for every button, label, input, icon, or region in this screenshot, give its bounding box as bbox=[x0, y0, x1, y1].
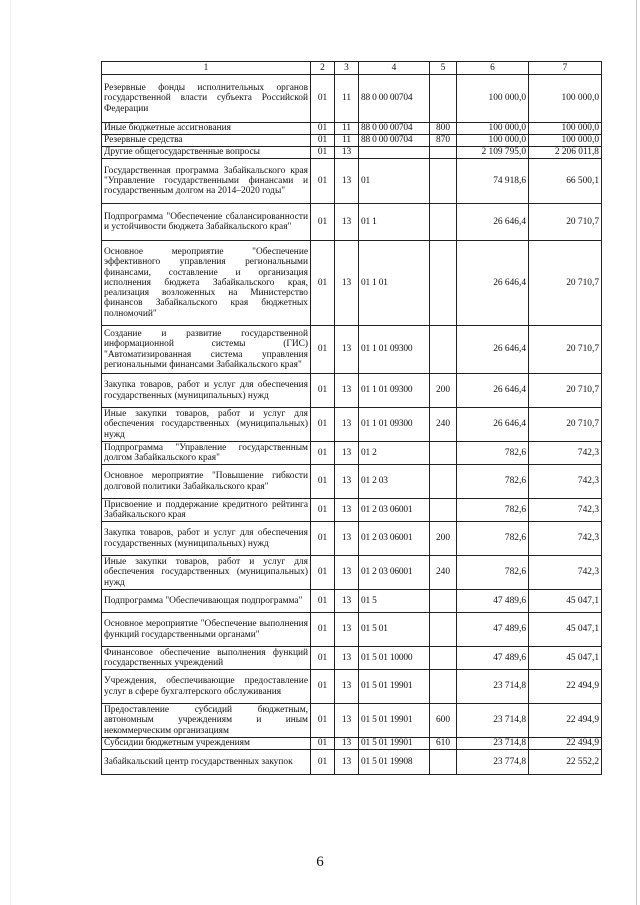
expense-type-cell: 240 bbox=[430, 408, 457, 442]
table-row bbox=[102, 647, 602, 670]
amount-year1-cell: 47 489,6 bbox=[457, 590, 529, 613]
row-name-cell: Другие общегосударственные вопросы bbox=[102, 147, 311, 159]
target-article-cell: 01 1 01 bbox=[359, 241, 430, 326]
row-name-cell: Субсидии бюджетным учреждениям bbox=[102, 738, 311, 750]
table-row bbox=[102, 522, 602, 556]
amount-year1-cell: 47 489,6 bbox=[457, 613, 529, 647]
subsection-code-cell: 13 bbox=[335, 204, 359, 241]
section-code-cell: 01 bbox=[311, 159, 335, 204]
row-name-cell: Резервные средства bbox=[102, 135, 311, 147]
target-article-cell: 01 2 03 06001 bbox=[359, 499, 430, 522]
section-code-cell: 01 bbox=[311, 499, 335, 522]
amount-year1-cell: 23 714,8 bbox=[457, 704, 529, 738]
expense-type-cell bbox=[430, 499, 457, 522]
amount-year1-cell: 26 646,4 bbox=[457, 204, 529, 241]
amount-year2-cell: 742,3 bbox=[529, 499, 602, 522]
row-name-cell: Подпрограмма "Обеспечивающая подпрограмма" bbox=[102, 590, 311, 613]
table-row bbox=[102, 123, 602, 135]
amount-year2-cell: 22 494,9 bbox=[529, 670, 602, 704]
amount-year2-cell: 20 710,7 bbox=[529, 408, 602, 442]
subsection-code-cell: 13 bbox=[335, 465, 359, 499]
table-row bbox=[102, 590, 602, 613]
amount-year2-cell: 742,3 bbox=[529, 442, 602, 465]
target-article-cell: 01 1 01 09300 bbox=[359, 374, 430, 408]
table-row bbox=[102, 499, 602, 522]
amount-year1-cell: 23 774,8 bbox=[457, 750, 529, 775]
section-code-cell: 01 bbox=[311, 590, 335, 613]
row-name-cell: Резервные фонды исполнительных органов государственной власти субъекта Российской Федерации bbox=[102, 75, 311, 123]
subsection-code-cell: 13 bbox=[335, 670, 359, 704]
row-name-cell: Подпрограмма "Управление государственным долгом Забайкальского края" bbox=[102, 442, 311, 465]
section-code-cell: 01 bbox=[311, 135, 335, 147]
subsection-code-cell: 13 bbox=[335, 613, 359, 647]
table-row bbox=[102, 613, 602, 647]
target-article-cell: 01 1 01 09300 bbox=[359, 408, 430, 442]
amount-year1-cell: 74 918,6 bbox=[457, 159, 529, 204]
table-body bbox=[102, 75, 602, 775]
subsection-code-cell: 11 bbox=[335, 75, 359, 123]
subsection-code-cell: 13 bbox=[335, 442, 359, 465]
amount-year2-cell: 742,3 bbox=[529, 465, 602, 499]
amount-year2-cell: 100 000,0 bbox=[529, 123, 602, 135]
amount-year2-cell: 20 710,7 bbox=[529, 326, 602, 374]
amount-year2-cell: 742,3 bbox=[529, 556, 602, 590]
amount-year2-cell: 22 494,9 bbox=[529, 738, 602, 750]
amount-year2-cell: 22 494,9 bbox=[529, 704, 602, 738]
table-row bbox=[102, 442, 602, 465]
section-code-cell: 01 bbox=[311, 556, 335, 590]
row-name-cell: Забайкальский центр государственных закупок bbox=[102, 750, 311, 775]
target-article-cell bbox=[359, 147, 430, 159]
target-article-cell: 01 5 01 19901 bbox=[359, 738, 430, 750]
table-row bbox=[102, 704, 602, 738]
table-row bbox=[102, 465, 602, 499]
section-code-cell: 01 bbox=[311, 704, 335, 738]
expense-type-cell: 870 bbox=[430, 135, 457, 147]
table-row bbox=[102, 326, 602, 374]
target-article-cell: 01 5 01 bbox=[359, 613, 430, 647]
header-col-3: 3 bbox=[335, 62, 359, 75]
amount-year1-cell: 47 489,6 bbox=[457, 647, 529, 670]
section-code-cell: 01 bbox=[311, 522, 335, 556]
amount-year2-cell: 20 710,7 bbox=[529, 241, 602, 326]
expense-type-cell bbox=[430, 326, 457, 374]
section-code-cell: 01 bbox=[311, 241, 335, 326]
section-code-cell: 01 bbox=[311, 204, 335, 241]
section-code-cell: 01 bbox=[311, 326, 335, 374]
row-name-cell: Подпрограмма "Обеспечение сбалансированности и устойчивости бюджета Забайкальского края" bbox=[102, 204, 311, 241]
subsection-code-cell: 11 bbox=[335, 123, 359, 135]
table-row bbox=[102, 738, 602, 750]
amount-year2-cell: 20 710,7 bbox=[529, 374, 602, 408]
header-row bbox=[102, 62, 602, 75]
table-row bbox=[102, 556, 602, 590]
expense-type-cell bbox=[430, 465, 457, 499]
scan-edge-left bbox=[10, 0, 11, 905]
amount-year2-cell: 22 552,2 bbox=[529, 750, 602, 775]
expense-type-cell bbox=[430, 750, 457, 775]
section-code-cell: 01 bbox=[311, 147, 335, 159]
header-col-2: 2 bbox=[311, 62, 335, 75]
expense-type-cell: 800 bbox=[430, 123, 457, 135]
row-name-cell: Основное мероприятие "Повышение гибкости долговой политики Забайкальского края" bbox=[102, 465, 311, 499]
amount-year1-cell: 782,6 bbox=[457, 442, 529, 465]
expense-type-cell: 610 bbox=[430, 738, 457, 750]
header-col-7: 7 bbox=[529, 62, 602, 75]
row-name-cell: Финансовое обеспечение выполнения функций государственных учреждений bbox=[102, 647, 311, 670]
subsection-code-cell: 13 bbox=[335, 704, 359, 738]
subsection-code-cell: 13 bbox=[335, 408, 359, 442]
amount-year2-cell: 66 500,1 bbox=[529, 159, 602, 204]
expense-type-cell: 200 bbox=[430, 374, 457, 408]
row-name-cell: Иные закупки товаров, работ и услуг для обеспечения государственных (муниципальных) нужд bbox=[102, 556, 311, 590]
amount-year1-cell: 23 714,8 bbox=[457, 738, 529, 750]
page-number: 6 bbox=[316, 854, 324, 870]
subsection-code-cell: 13 bbox=[335, 750, 359, 775]
row-name-cell: Основное мероприятие "Обеспечение выполнения функций государственными органами" bbox=[102, 613, 311, 647]
amount-year1-cell: 26 646,4 bbox=[457, 408, 529, 442]
subsection-code-cell: 13 bbox=[335, 738, 359, 750]
expense-type-cell bbox=[430, 75, 457, 123]
subsection-code-cell: 11 bbox=[335, 135, 359, 147]
header-col-1: 1 bbox=[102, 62, 311, 75]
header-col-6: 6 bbox=[457, 62, 529, 75]
expense-type-cell: 600 bbox=[430, 704, 457, 738]
row-name-cell: Иные бюджетные ассигнования bbox=[102, 123, 311, 135]
amount-year2-cell: 20 710,7 bbox=[529, 204, 602, 241]
amount-year2-cell: 45 047,1 bbox=[529, 590, 602, 613]
target-article-cell: 01 2 bbox=[359, 442, 430, 465]
expense-type-cell: 200 bbox=[430, 522, 457, 556]
subsection-code-cell: 13 bbox=[335, 147, 359, 159]
amount-year1-cell: 100 000,0 bbox=[457, 75, 529, 123]
target-article-cell: 01 1 01 09300 bbox=[359, 326, 430, 374]
amount-year1-cell: 100 000,0 bbox=[457, 135, 529, 147]
expense-type-cell bbox=[430, 590, 457, 613]
table-row bbox=[102, 670, 602, 704]
row-name-cell: Закупка товаров, работ и услуг для обеспечения государственных (муниципальных) нужд bbox=[102, 522, 311, 556]
subsection-code-cell: 13 bbox=[335, 556, 359, 590]
scan-edge-right bbox=[636, 0, 637, 905]
target-article-cell: 01 bbox=[359, 159, 430, 204]
amount-year1-cell: 26 646,4 bbox=[457, 374, 529, 408]
row-name-cell: Создание и развитие государственной информационной системы (ГИС) "Автоматизированная система управления региональными финансами Забайкальского края" bbox=[102, 326, 311, 374]
target-article-cell: 01 2 03 06001 bbox=[359, 522, 430, 556]
amount-year2-cell: 45 047,1 bbox=[529, 647, 602, 670]
row-name-cell: Присвоение и поддержание кредитного рейтинга Забайкальского края bbox=[102, 499, 311, 522]
subsection-code-cell: 13 bbox=[335, 241, 359, 326]
row-name-cell: Предоставление субсидий бюджетным, автономным учреждениям и иным некоммерческим организациям bbox=[102, 704, 311, 738]
section-code-cell: 01 bbox=[311, 750, 335, 775]
amount-year1-cell: 782,6 bbox=[457, 556, 529, 590]
section-code-cell: 01 bbox=[311, 408, 335, 442]
table-row bbox=[102, 147, 602, 159]
header-col-4: 4 bbox=[359, 62, 430, 75]
section-code-cell: 01 bbox=[311, 442, 335, 465]
table-row bbox=[102, 241, 602, 326]
section-code-cell: 01 bbox=[311, 613, 335, 647]
table-row bbox=[102, 204, 602, 241]
target-article-cell: 01 5 01 19901 bbox=[359, 704, 430, 738]
amount-year1-cell: 782,6 bbox=[457, 499, 529, 522]
target-article-cell: 01 2 03 bbox=[359, 465, 430, 499]
section-code-cell: 01 bbox=[311, 738, 335, 750]
amount-year1-cell: 2 109 795,0 bbox=[457, 147, 529, 159]
amount-year1-cell: 23 714,8 bbox=[457, 670, 529, 704]
target-article-cell: 88 0 00 00704 bbox=[359, 123, 430, 135]
row-name-cell: Закупка товаров, работ и услуг для обеспечения государственных (муниципальных) нужд bbox=[102, 374, 311, 408]
amount-year2-cell: 45 047,1 bbox=[529, 613, 602, 647]
table-header bbox=[102, 62, 602, 75]
table-row bbox=[102, 408, 602, 442]
expense-type-cell bbox=[430, 204, 457, 241]
header-col-5: 5 bbox=[430, 62, 457, 75]
section-code-cell: 01 bbox=[311, 647, 335, 670]
target-article-cell: 88 0 00 00704 bbox=[359, 135, 430, 147]
expense-type-cell bbox=[430, 613, 457, 647]
table-row bbox=[102, 75, 602, 123]
expense-type-cell bbox=[430, 147, 457, 159]
amount-year1-cell: 100 000,0 bbox=[457, 123, 529, 135]
table-row bbox=[102, 374, 602, 408]
amount-year1-cell: 26 646,4 bbox=[457, 326, 529, 374]
expense-type-cell bbox=[430, 670, 457, 704]
section-code-cell: 01 bbox=[311, 670, 335, 704]
row-name-cell: Иные закупки товаров, работ и услуг для обеспечения государственных (муниципальных) нужд bbox=[102, 408, 311, 442]
amount-year1-cell: 26 646,4 bbox=[457, 241, 529, 326]
table-row bbox=[102, 135, 602, 147]
expense-type-cell: 240 bbox=[430, 556, 457, 590]
expense-type-cell bbox=[430, 159, 457, 204]
table-row bbox=[102, 159, 602, 204]
amount-year2-cell: 100 000,0 bbox=[529, 135, 602, 147]
section-code-cell: 01 bbox=[311, 465, 335, 499]
subsection-code-cell: 13 bbox=[335, 590, 359, 613]
expense-type-cell bbox=[430, 241, 457, 326]
budget-table bbox=[101, 61, 602, 775]
expense-type-cell bbox=[430, 442, 457, 465]
amount-year2-cell: 742,3 bbox=[529, 522, 602, 556]
amount-year1-cell: 782,6 bbox=[457, 465, 529, 499]
amount-year2-cell: 2 206 011,8 bbox=[529, 147, 602, 159]
target-article-cell: 01 5 01 19908 bbox=[359, 750, 430, 775]
row-name-cell: Учреждения, обеспечивающие предоставление услуг в сфере бухгалтерского обслуживания bbox=[102, 670, 311, 704]
target-article-cell: 01 5 01 19901 bbox=[359, 670, 430, 704]
subsection-code-cell: 13 bbox=[335, 374, 359, 408]
expense-type-cell bbox=[430, 647, 457, 670]
table-row bbox=[102, 750, 602, 775]
target-article-cell: 01 5 01 10000 bbox=[359, 647, 430, 670]
target-article-cell: 01 1 bbox=[359, 204, 430, 241]
section-code-cell: 01 bbox=[311, 123, 335, 135]
section-code-cell: 01 bbox=[311, 75, 335, 123]
subsection-code-cell: 13 bbox=[335, 159, 359, 204]
subsection-code-cell: 13 bbox=[335, 499, 359, 522]
amount-year1-cell: 782,6 bbox=[457, 522, 529, 556]
row-name-cell: Основное мероприятие "Обеспечение эффективного управления региональными финансами, составление и организация исполнения бюджета Забайкальского края, реализация возложенных на Министерство финансов Забайкальского края бюджетных полномочий" bbox=[102, 241, 311, 326]
section-code-cell: 01 bbox=[311, 374, 335, 408]
target-article-cell: 01 5 bbox=[359, 590, 430, 613]
target-article-cell: 01 2 03 06001 bbox=[359, 556, 430, 590]
row-name-cell: Государственная программа Забайкальского края "Управление государственными финансами и государственным долгом на 2014–2020 годы" bbox=[102, 159, 311, 204]
subsection-code-cell: 13 bbox=[335, 522, 359, 556]
target-article-cell: 88 0 00 00704 bbox=[359, 75, 430, 123]
subsection-code-cell: 13 bbox=[335, 326, 359, 374]
subsection-code-cell: 13 bbox=[335, 647, 359, 670]
amount-year2-cell: 100 000,0 bbox=[529, 75, 602, 123]
